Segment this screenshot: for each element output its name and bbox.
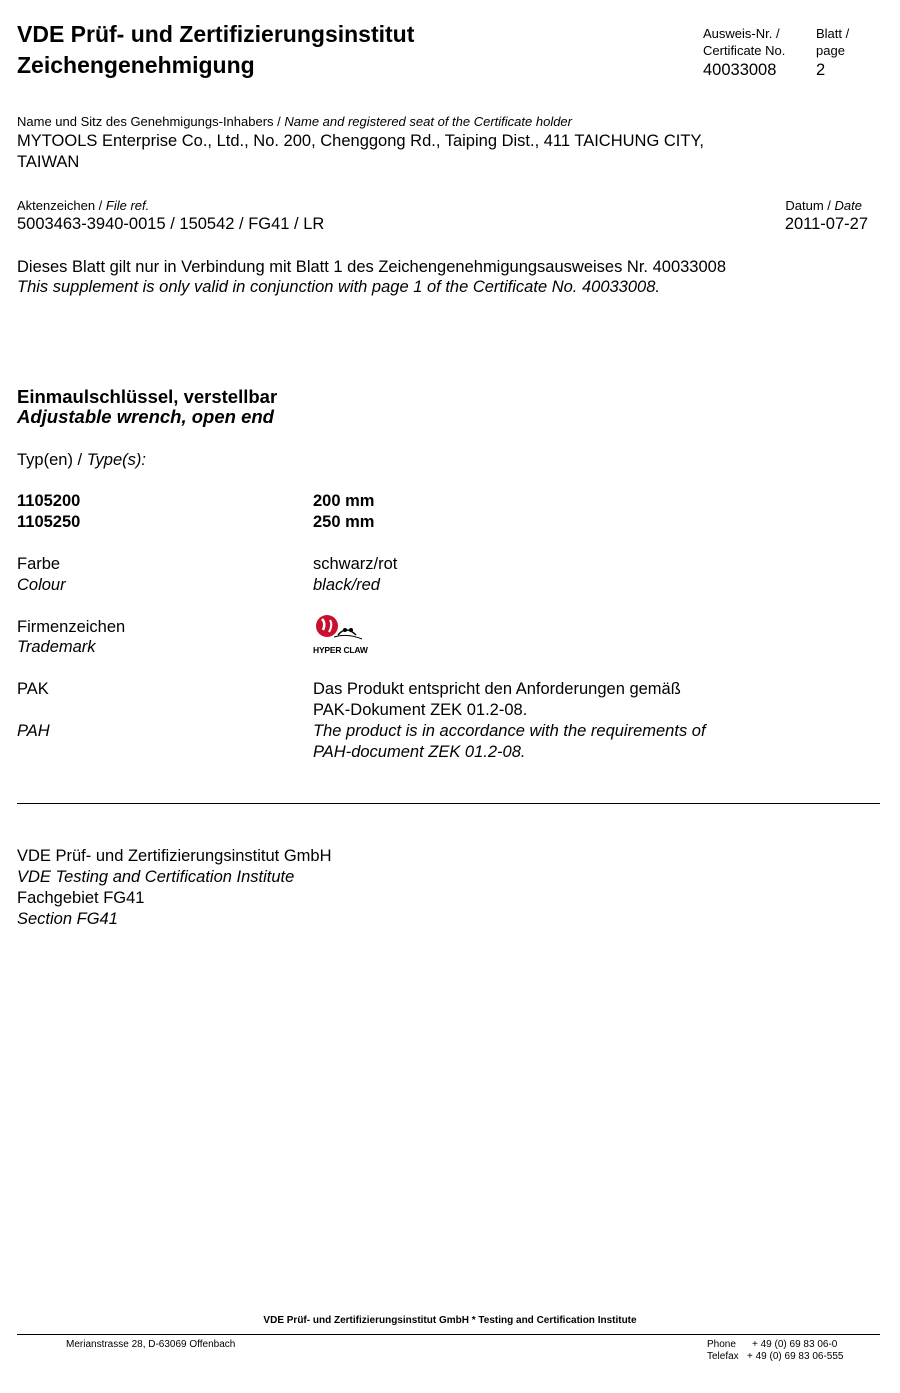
- page-label-en: page: [816, 43, 845, 58]
- institute-title: VDE Prüf- und Zertifizierungsinstitut: [17, 21, 415, 47]
- holder-name-line2: TAIWAN: [17, 153, 80, 171]
- trademark-label-en: Trademark: [17, 638, 96, 656]
- pah-line1: The product is in accordance with the requirements of: [313, 722, 706, 740]
- pah-line2: PAH-document ZEK 01.2-08.: [313, 743, 526, 761]
- signature-line2: VDE Testing and Certification Institute: [17, 868, 295, 886]
- type-code: 1105200: [17, 492, 81, 510]
- pak-line1: Das Produkt entspricht den Anforderungen gemäß: [313, 680, 681, 698]
- footer-phone-label: Phone: [707, 1339, 736, 1350]
- type-size: 200 mm: [313, 492, 375, 510]
- signature-line1: VDE Prüf- und Zertifizierungsinstitut GmbH: [17, 847, 332, 865]
- date-value: 2011-07-27: [784, 215, 868, 233]
- footer-divider: [17, 1334, 880, 1335]
- pah-label: PAH: [17, 722, 50, 740]
- fileref-label: [17, 197, 149, 214]
- supplement-en: This supplement is only valid in conjunction with page 1 of the Certificate No. 40033008.: [17, 278, 660, 296]
- footer-phone: + 49 (0) 69 83 06-0: [752, 1339, 838, 1350]
- holder-label-de: Name und Sitz des Genehmigungs-Inhabers /: [17, 114, 281, 129]
- document-title: Zeichengenehmigung: [17, 52, 255, 78]
- page-number: 2: [816, 61, 826, 79]
- colour-value-de: schwarz/rot: [313, 555, 398, 573]
- pak-label: PAK: [17, 680, 49, 698]
- footer-fax: + 49 (0) 69 83 06-555: [747, 1351, 844, 1362]
- holder-label-en: Name and registered seat of the Certificate holder: [284, 114, 572, 129]
- page-label-de: Blatt /: [816, 26, 850, 41]
- supplement-de: Dieses Blatt gilt nur in Verbindung mit Blatt 1 des Zeichengenehmigungsausweises Nr. 40033008: [17, 258, 727, 276]
- cert-label-de: Ausweis-Nr. /: [703, 26, 780, 41]
- fileref-label-de: Aktenzeichen /: [17, 198, 103, 213]
- types-label: [17, 450, 146, 471]
- trademark-label-de: Firmenzeichen: [17, 618, 126, 636]
- section-divider: [17, 803, 880, 804]
- colour-value-en: black/red: [313, 576, 380, 594]
- colour-label-en: Colour: [17, 576, 66, 594]
- hyper-claw-logo: [312, 613, 378, 657]
- fileref-value: 5003463-3940-0015 / 150542 / FG41 / LR: [17, 215, 325, 233]
- colour-label-de: Farbe: [17, 555, 61, 573]
- footer-fax-label: Telefax: [707, 1351, 739, 1362]
- signature-line4: Section FG41: [17, 910, 118, 928]
- date-label-en: Date: [834, 198, 862, 213]
- cert-label-en: Certificate No.: [703, 43, 786, 58]
- pak-line2: PAK-Dokument ZEK 01.2-08.: [313, 701, 528, 719]
- date-label: [785, 197, 862, 214]
- type-code: 1105250: [17, 513, 81, 531]
- type-size: 250 mm: [313, 513, 375, 531]
- holder-label: [17, 113, 572, 130]
- signature-line3: Fachgebiet FG41: [17, 889, 145, 907]
- cert-number: 40033008: [703, 61, 777, 79]
- product-title-en: Adjustable wrench, open end: [17, 406, 274, 427]
- footer-address: Merianstrasse 28, D-63069 Offenbach: [66, 1339, 236, 1350]
- product-title-de: Einmaulschlüssel, verstellbar: [17, 386, 278, 407]
- trademark-text: HYPER CLAW: [313, 645, 368, 655]
- types-label-de: Typ(en) /: [17, 451, 83, 469]
- date-label-de: Datum /: [785, 198, 831, 213]
- fileref-label-en: File ref.: [105, 198, 150, 213]
- holder-name-line1: MYTOOLS Enterprise Co., Ltd., No. 200, Chenggong Rd., Taiping Dist., 411 TAICHUNG CITY,: [17, 132, 704, 150]
- footer-org: VDE Prüf- und Zertifizierungsinstitut GmbH * Testing and Certification Institute: [263, 1315, 637, 1326]
- types-label-en: Type(s):: [86, 451, 146, 469]
